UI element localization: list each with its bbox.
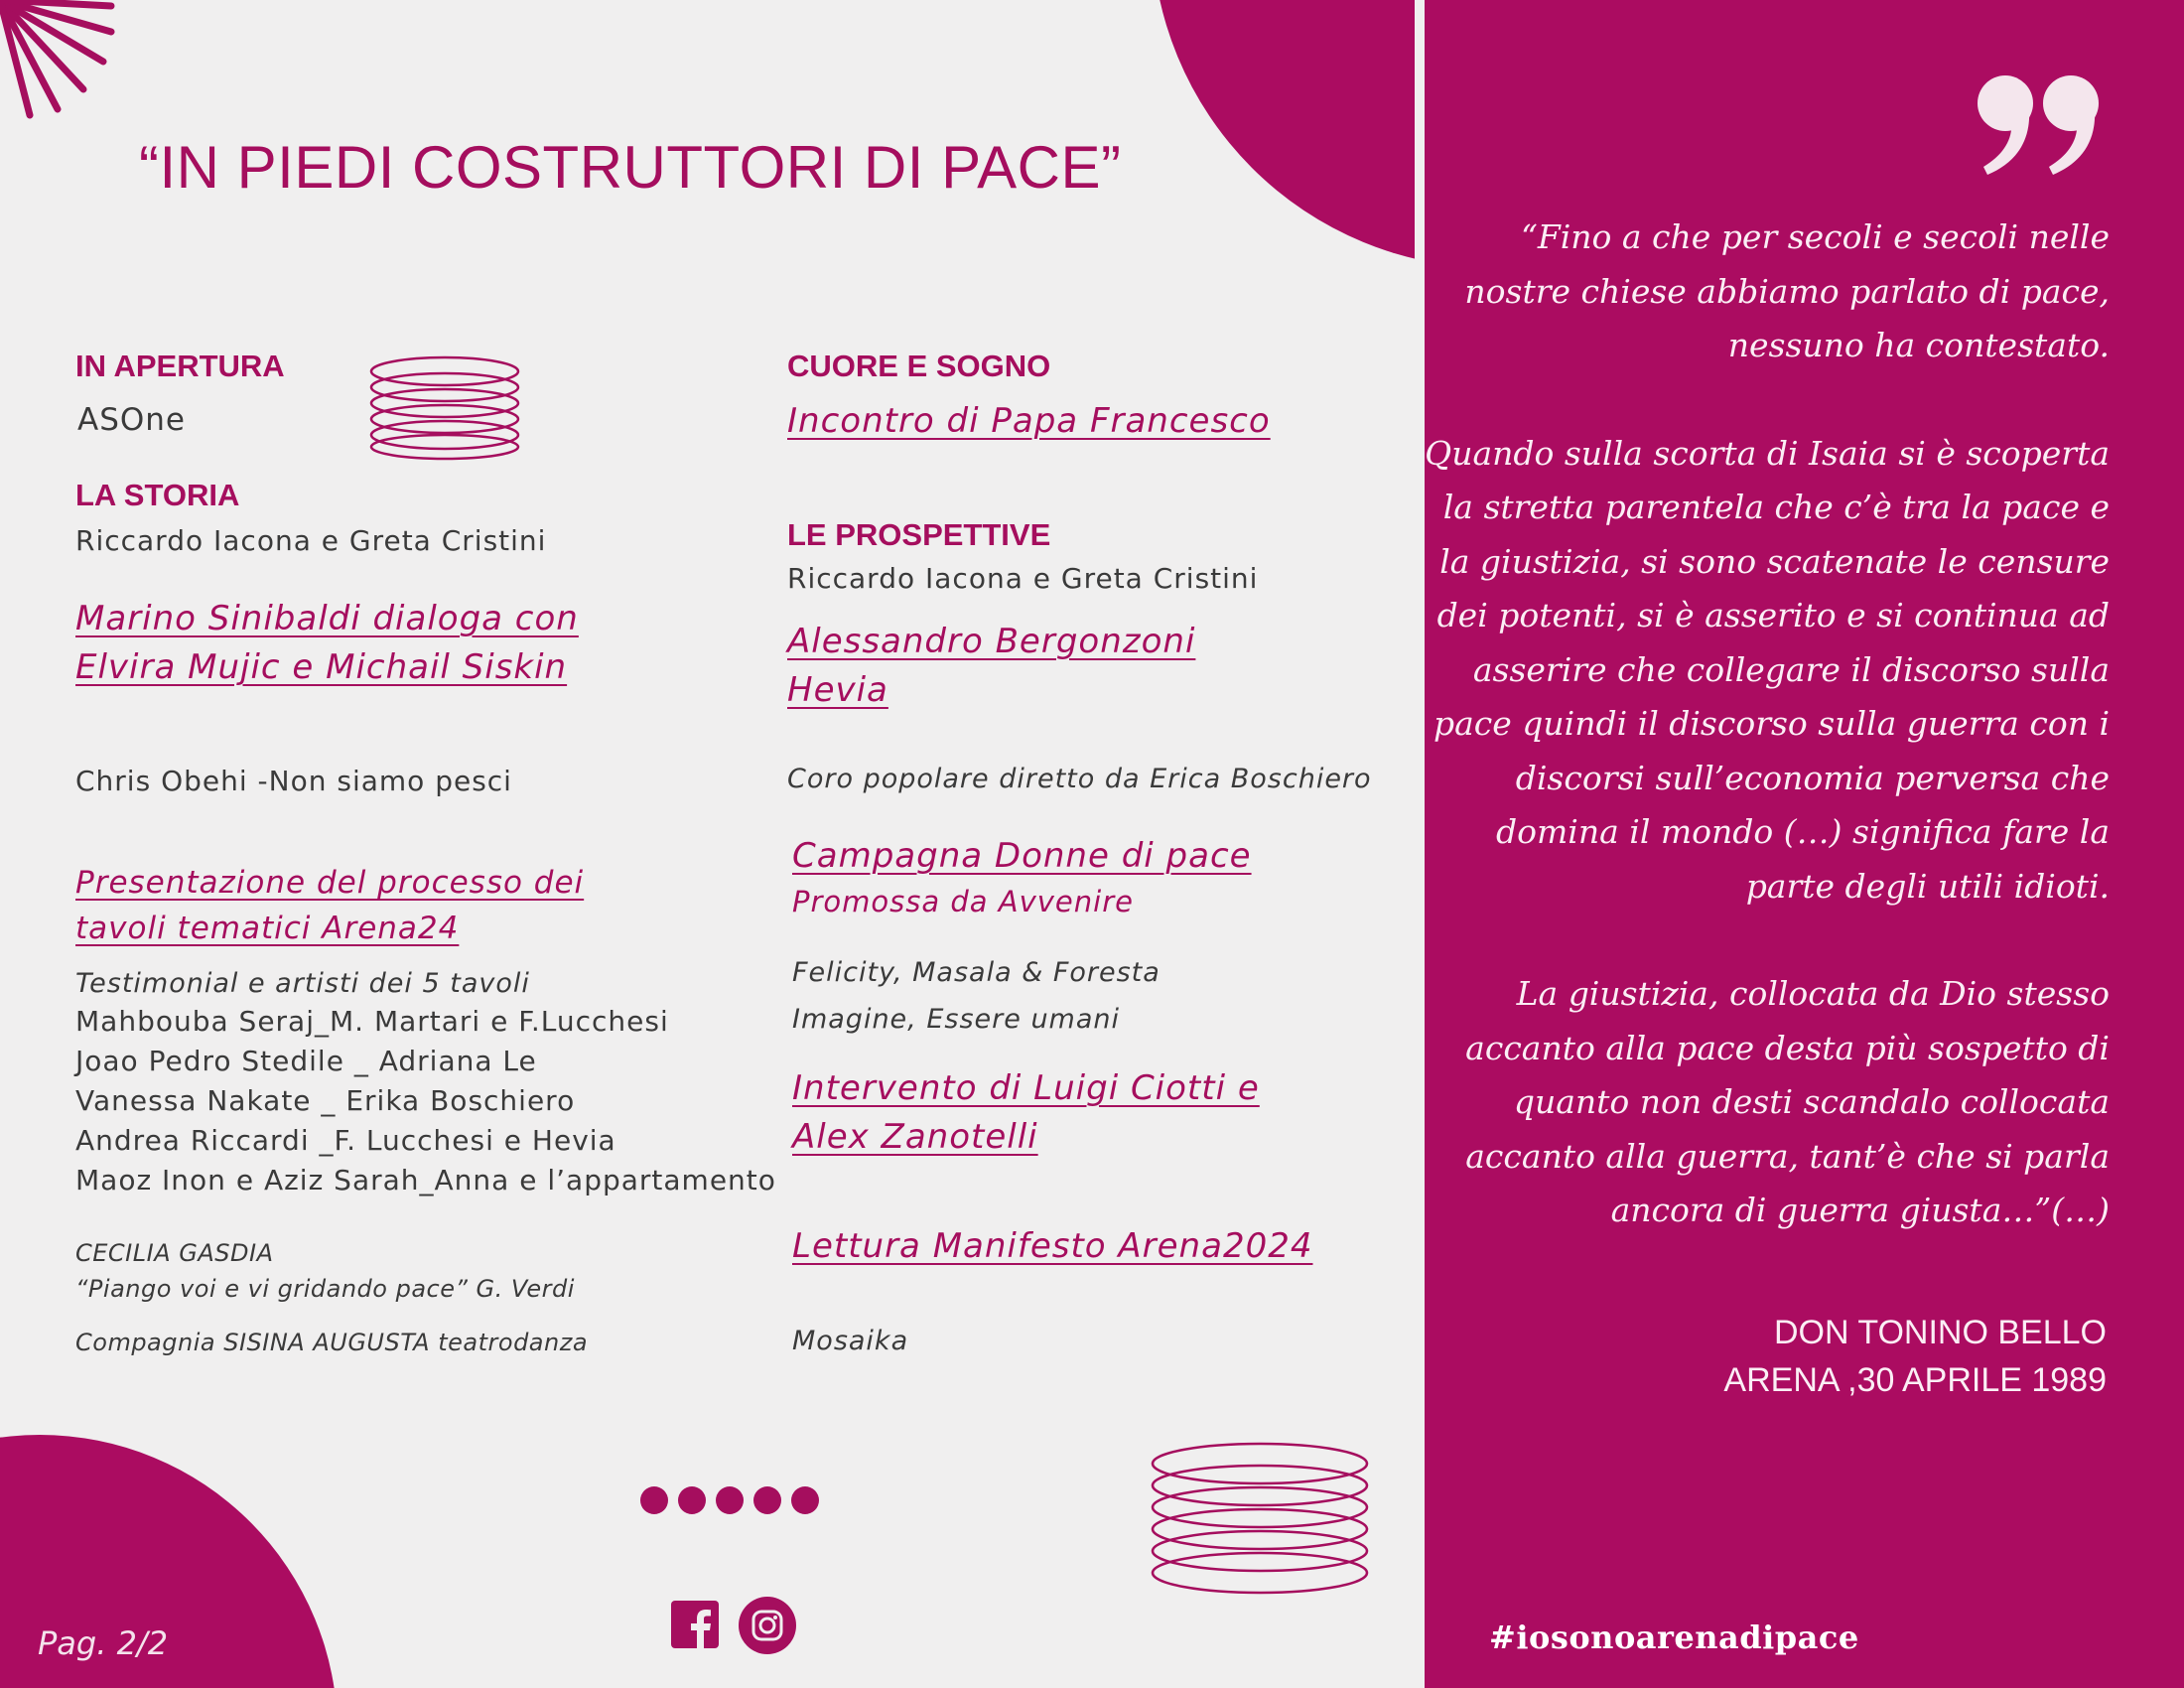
instagram-icon[interactable] — [739, 1597, 796, 1654]
mosaika-text: Mosaika — [792, 1326, 909, 1356]
prospettive-hosts: Riccardo Iacona e Greta Cristini — [787, 562, 1259, 595]
sinibaldi-link[interactable]: Marino Sinibaldi dialoga con — [75, 599, 579, 638]
compagnia-text: Compagnia SISINA AUGUSTA teatrodanza — [75, 1329, 589, 1356]
testimonial-item: Mahbouba Seraj_M. Martari e F.Lucchesi — [75, 1005, 669, 1038]
page-title: “IN PIEDI COSTRUTTORI DI PACE” — [139, 134, 1122, 201]
lettura-link[interactable]: Lettura Manifesto Arena2024 — [792, 1226, 1313, 1266]
page-number: Pag. 2/2 — [38, 1624, 169, 1662]
dots-decoration — [640, 1486, 829, 1518]
apertura-heading: IN APERTURA — [75, 349, 285, 383]
ciotti-link-line2[interactable]: Alex Zanotelli — [792, 1117, 1038, 1157]
storia-heading: LA STORIA — [75, 478, 240, 512]
dot — [753, 1486, 781, 1514]
quote-place-date: ARENA ,30 APRILE 1989 — [1723, 1361, 2107, 1399]
campagna-link[interactable]: Campagna Donne di pace — [792, 836, 1252, 876]
testimonial-item: Vanessa Nakate _ Erika Boschiero — [75, 1084, 576, 1117]
dot — [678, 1486, 706, 1514]
dot — [716, 1486, 744, 1514]
hashtag[interactable]: #iosonoarenadipace — [1489, 1618, 1859, 1656]
obehi-text: Chris Obehi -Non siamo pesci — [75, 765, 512, 797]
ciotti-link[interactable]: Intervento di Luigi Ciotti e — [792, 1068, 1260, 1108]
testimonial-item: Andrea Riccardi _F. Lucchesi e Hevia — [75, 1124, 616, 1157]
imagine-text: Imagine, Essere umani — [792, 1004, 1121, 1035]
dot — [640, 1486, 668, 1514]
coil-decoration-large — [1148, 1440, 1372, 1599]
campagna-sub: Promossa da Avvenire — [792, 885, 1134, 918]
quote-author-block — [1723, 1309, 2107, 1404]
sunburst-icon — [0, 0, 119, 119]
coil-decoration-small — [367, 353, 522, 461]
quote-paragraph: La giustizia, collocata da Dio stesso accanto alla pace desta più sospetto di quanto non desti scandalo collocata accanto alla guerra, tant’è che si parla ancora di guerra giusta…”(…) — [1465, 974, 2110, 1229]
dot — [791, 1486, 819, 1514]
cuore-heading: CUORE E SOGNO — [787, 349, 1051, 383]
bergonzoni-link[interactable]: Alessandro Bergonzoni — [787, 622, 1196, 661]
testimonial-item: Joao Pedro Stedile _ Adriana Le — [75, 1045, 537, 1077]
quote-author: DON TONINO BELLO — [1773, 1314, 2107, 1351]
presentazione-link-line2[interactable]: tavoli tematici Arena24 — [75, 911, 460, 946]
storia-hosts: Riccardo Iacona e Greta Cristini — [75, 524, 547, 557]
presentazione-link[interactable]: Presentazione del processo dei — [75, 865, 585, 901]
bergonzoni-link-line2[interactable]: Hevia — [787, 670, 888, 710]
quote-paragraph: Quando sulla scorta di Isaia si è scoperta la stretta parentela che c’è tra la pace e la giustizia, si sono scatenate le censure dei potenti, si è asserito e si continua ad asserire che collegare il discorso sulla pace quindi il discorso sulla guerra con i discorsi sull’economia perversa che domina il mondo (…) significa fare la parte degli utili idioti. — [1425, 433, 2110, 906]
facebook-icon[interactable] — [671, 1601, 719, 1648]
coro-text: Coro popolare diretto da Erica Boschiero — [787, 764, 1372, 794]
decorative-circle-top — [1152, 0, 1420, 268]
verdi-text: “Piango voi e vi gridando pace” G. Verdi — [75, 1275, 575, 1303]
gasdia-text: CECILIA GASDIA — [75, 1239, 274, 1267]
sinibaldi-link-line2[interactable]: Elvira Mujic e Michail Siskin — [75, 647, 568, 687]
prospettive-heading: LE PROSPETTIVE — [787, 517, 1051, 552]
quote-mark-icon — [1976, 70, 2105, 179]
felicity-text: Felicity, Masala & Foresta — [792, 957, 1160, 988]
quote-text — [1415, 211, 2110, 1292]
quote-paragraph: “Fino a che per secoli e secoli nelle nostre chiese abbiamo parlato di pace, nessuno ha contestato. — [1464, 217, 2110, 364]
papa-link[interactable]: Incontro di Papa Francesco — [787, 401, 1271, 441]
testimonial-item: Maoz Inon e Aziz Sarah_Anna e l’appartamento — [75, 1164, 776, 1196]
apertura-artist: ASOne — [77, 402, 187, 438]
testimonial-label: Testimonial e artisti dei 5 tavoli — [75, 968, 530, 999]
